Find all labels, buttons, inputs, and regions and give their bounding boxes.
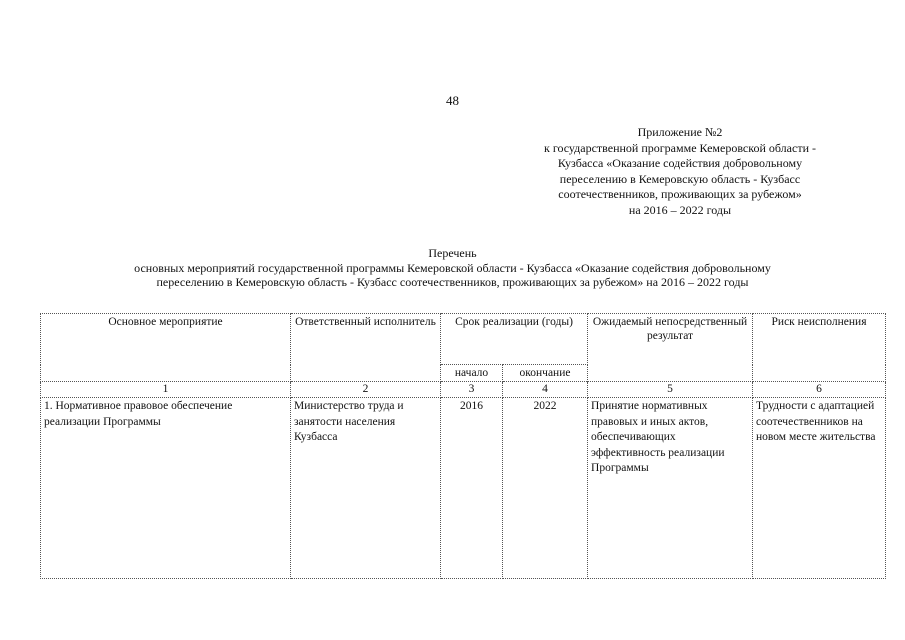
cell-result: Принятие нормативных правовых и иных актов, обеспечивающих эффективность реализации Программы (588, 398, 753, 579)
column-number-row (41, 382, 886, 398)
column-number: 4 (503, 382, 588, 398)
header-period: Срок реализации (годы) (441, 314, 588, 365)
cell-activity: 1. Нормативное правовое обеспечение реализации Программы (41, 398, 291, 579)
column-number: 2 (291, 382, 441, 398)
appendix-line: Приложение №2 (637, 125, 723, 139)
header-risk: Риск неисполнения (753, 314, 886, 382)
header-activity: Основное мероприятие (41, 314, 291, 382)
activities-table (40, 313, 886, 579)
cell-start-year: 2016 (441, 398, 503, 579)
header-end: окончание (503, 365, 588, 382)
column-number: 1 (41, 382, 291, 398)
column-number: 6 (753, 382, 886, 398)
title-heading: Перечень (428, 246, 477, 260)
appendix-note (500, 125, 860, 218)
appendix-line: переселению в Кемеровскую область - Кузбасс (559, 171, 801, 186)
cell-end-year: 2022 (503, 398, 588, 579)
appendix-line: к государственной программе Кемеровской области - (543, 140, 816, 155)
column-number: 3 (441, 382, 503, 398)
page-number: 48 (446, 93, 459, 108)
column-number: 5 (588, 382, 753, 398)
cell-risk: Трудности с адаптацией соотечественников на новом месте жительства (753, 398, 886, 579)
table-row (41, 398, 886, 579)
document-title (0, 246, 905, 290)
appendix-line: соотечественников, проживающих за рубежом» (558, 187, 802, 201)
appendix-line: Кузбасса «Оказание содействия добровольному (557, 156, 803, 170)
cell-executor: Министерство труда и занятости населения Кузбасса (291, 398, 441, 579)
header-executor: Ответственный исполнитель (291, 314, 441, 382)
appendix-line: на 2016 – 2022 годы (628, 202, 732, 217)
header-start: начало (441, 365, 503, 382)
title-line: основных мероприятий государственной программы Кемеровской области - Кузбасса «Оказание содействия добровольному (134, 260, 771, 275)
header-result: Ожидаемый непосредственный результат (588, 314, 753, 382)
title-line: переселению в Кемеровскую область - Кузбасс соотечественников, проживающих за рубежом» на 2016 – 2022 годы (156, 275, 749, 289)
